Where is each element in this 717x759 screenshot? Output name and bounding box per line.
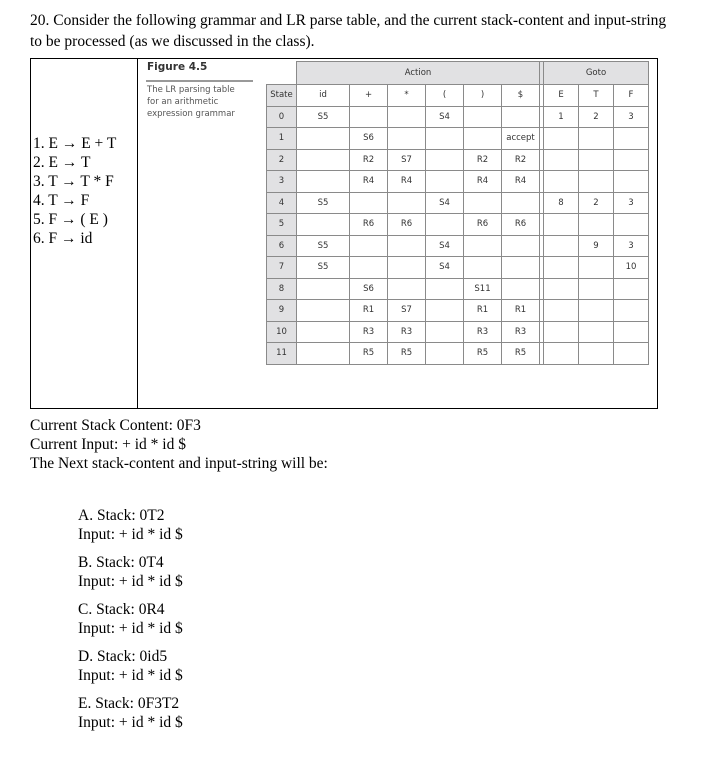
action-cell <box>426 149 464 171</box>
action-cell: S5 <box>297 257 350 279</box>
option-input: Input: + id * id $ <box>78 620 183 637</box>
action-cell <box>426 300 464 322</box>
state-cell: 2 <box>267 149 297 171</box>
goto-cell <box>614 149 649 171</box>
grammar-rule: 2. E → T <box>33 154 91 171</box>
action-cell: accept <box>502 128 540 150</box>
action-cell <box>297 128 350 150</box>
action-cell: S5 <box>297 192 350 214</box>
table-row <box>267 235 649 257</box>
goto-cell <box>544 171 579 193</box>
action-cell <box>464 106 502 128</box>
action-cell: R6 <box>388 214 426 236</box>
column-header-row <box>267 85 649 107</box>
action-cell: R2 <box>464 149 502 171</box>
table-row <box>267 149 649 171</box>
action-cell: R1 <box>350 300 388 322</box>
caption-line: The LR parsing table <box>147 85 235 95</box>
action-cell <box>426 278 464 300</box>
action-cell: S4 <box>426 106 464 128</box>
action-cell <box>297 149 350 171</box>
action-cell <box>388 235 426 257</box>
option-input: Input: + id * id $ <box>78 526 183 543</box>
option-stack: C. Stack: 0R4 <box>78 601 165 618</box>
table-row <box>267 192 649 214</box>
column-divider <box>137 59 138 408</box>
option-c[interactable] <box>78 600 183 638</box>
goto-cell <box>579 128 614 150</box>
action-cell: R3 <box>502 321 540 343</box>
table-row <box>267 300 649 322</box>
action-cell <box>297 343 350 365</box>
goto-cell <box>579 300 614 322</box>
action-cell: R4 <box>464 171 502 193</box>
goto-cell: 3 <box>614 235 649 257</box>
action-cell: R3 <box>464 321 502 343</box>
goto-cell <box>614 321 649 343</box>
col-header: ( <box>426 85 464 107</box>
goto-cell <box>544 214 579 236</box>
goto-cell <box>614 300 649 322</box>
table-row <box>267 214 649 236</box>
lr-parse-table <box>266 61 649 365</box>
goto-cell <box>544 321 579 343</box>
grammar-rule: 3. T → T * F <box>33 173 114 190</box>
option-input: Input: + id * id $ <box>78 667 183 684</box>
table-row <box>267 257 649 279</box>
action-cell: S4 <box>426 235 464 257</box>
goto-cell: 9 <box>579 235 614 257</box>
table-row <box>267 321 649 343</box>
question-text: 20. Consider the following grammar and LR parse table, and the current stack-content and input-string to be processed (as we discussed in the class). <box>30 12 667 50</box>
goto-cell <box>614 128 649 150</box>
action-cell: R6 <box>350 214 388 236</box>
state-cell: 10 <box>267 321 297 343</box>
goto-header: Goto <box>544 62 649 85</box>
action-cell <box>502 278 540 300</box>
figure-rule <box>146 80 253 82</box>
action-cell: R3 <box>388 321 426 343</box>
action-cell <box>464 257 502 279</box>
state-header: State <box>267 85 297 107</box>
grammar-rule: 6. F → id <box>33 230 93 247</box>
col-header: E <box>544 85 579 107</box>
action-cell <box>297 171 350 193</box>
col-header: F <box>614 85 649 107</box>
goto-cell <box>579 278 614 300</box>
goto-cell <box>579 149 614 171</box>
goto-cell: 10 <box>614 257 649 279</box>
action-cell <box>388 278 426 300</box>
action-cell: R4 <box>388 171 426 193</box>
state-cell: 5 <box>267 214 297 236</box>
action-cell <box>426 214 464 236</box>
col-header: $ <box>502 85 540 107</box>
action-cell: S6 <box>350 128 388 150</box>
action-cell <box>426 343 464 365</box>
option-stack: B. Stack: 0T4 <box>78 554 164 571</box>
action-cell: R5 <box>502 343 540 365</box>
grammar-rule: 1. E → E + T <box>33 135 117 152</box>
state-cell: 8 <box>267 278 297 300</box>
goto-cell <box>579 321 614 343</box>
current-state <box>30 416 328 473</box>
goto-cell <box>579 171 614 193</box>
action-cell: S11 <box>464 278 502 300</box>
goto-cell: 8 <box>544 192 579 214</box>
action-cell <box>388 128 426 150</box>
action-cell: R3 <box>350 321 388 343</box>
state-cell: 4 <box>267 192 297 214</box>
table-row <box>267 171 649 193</box>
current-stack: Current Stack Content: 0F3 <box>30 417 201 434</box>
action-cell: R6 <box>464 214 502 236</box>
action-cell: R2 <box>350 149 388 171</box>
option-a[interactable] <box>78 506 183 544</box>
action-cell <box>426 171 464 193</box>
option-b[interactable] <box>78 553 183 591</box>
goto-cell <box>579 214 614 236</box>
col-header: + <box>350 85 388 107</box>
goto-cell <box>544 235 579 257</box>
action-cell <box>350 257 388 279</box>
table-row <box>267 106 649 128</box>
action-cell <box>350 106 388 128</box>
action-cell <box>388 257 426 279</box>
caption-line: expression grammar <box>147 109 235 119</box>
action-cell <box>502 235 540 257</box>
action-cell <box>388 192 426 214</box>
action-cell: S7 <box>388 300 426 322</box>
goto-cell <box>544 278 579 300</box>
action-cell <box>297 300 350 322</box>
grammar-rules <box>33 134 116 248</box>
goto-cell <box>614 278 649 300</box>
option-d[interactable] <box>78 647 183 685</box>
goto-cell <box>544 128 579 150</box>
state-cell: 9 <box>267 300 297 322</box>
goto-cell <box>614 171 649 193</box>
goto-cell <box>614 214 649 236</box>
state-cell: 3 <box>267 171 297 193</box>
action-cell: S4 <box>426 192 464 214</box>
action-cell: R5 <box>388 343 426 365</box>
state-cell: 6 <box>267 235 297 257</box>
state-cell: 1 <box>267 128 297 150</box>
state-cell: 7 <box>267 257 297 279</box>
grammar-table-container <box>30 58 658 409</box>
goto-cell <box>614 343 649 365</box>
figure-title: Figure 4.5 <box>147 61 208 73</box>
col-header: T <box>579 85 614 107</box>
table-row <box>267 128 649 150</box>
action-cell <box>502 106 540 128</box>
grammar-rule: 5. F → ( E ) <box>33 211 108 228</box>
action-cell: R2 <box>502 149 540 171</box>
action-cell <box>350 235 388 257</box>
option-stack: A. Stack: 0T2 <box>78 507 165 524</box>
action-cell <box>426 321 464 343</box>
action-cell: R4 <box>350 171 388 193</box>
goto-cell <box>544 300 579 322</box>
table-row <box>267 278 649 300</box>
col-header: id <box>297 85 350 107</box>
action-cell: R1 <box>502 300 540 322</box>
current-input: Current Input: + id * id $ <box>30 436 186 453</box>
action-cell: R5 <box>350 343 388 365</box>
action-cell <box>388 106 426 128</box>
goto-cell: 2 <box>579 192 614 214</box>
action-cell: R5 <box>464 343 502 365</box>
action-cell <box>464 235 502 257</box>
option-stack: D. Stack: 0id5 <box>78 648 168 665</box>
action-cell: S6 <box>350 278 388 300</box>
caption-line: for an arithmetic <box>147 97 219 107</box>
option-stack: E. Stack: 0F3T2 <box>78 695 180 712</box>
goto-cell: 3 <box>614 192 649 214</box>
goto-cell <box>544 343 579 365</box>
action-cell <box>297 214 350 236</box>
action-cell <box>297 321 350 343</box>
action-cell <box>502 192 540 214</box>
table-row <box>267 343 649 365</box>
col-header: * <box>388 85 426 107</box>
action-cell: S5 <box>297 106 350 128</box>
action-cell: R1 <box>464 300 502 322</box>
action-cell <box>464 128 502 150</box>
action-cell <box>464 192 502 214</box>
state-cell: 11 <box>267 343 297 365</box>
action-cell: R4 <box>502 171 540 193</box>
action-cell: S5 <box>297 235 350 257</box>
question-prompt: The Next stack-content and input-string will be: <box>30 455 328 472</box>
goto-cell: 2 <box>579 106 614 128</box>
grammar-rule: 4. T → F <box>33 192 90 209</box>
goto-cell <box>579 343 614 365</box>
action-cell <box>297 278 350 300</box>
action-cell <box>502 257 540 279</box>
state-cell: 0 <box>267 106 297 128</box>
option-input: Input: + id * id $ <box>78 714 183 731</box>
col-header: ) <box>464 85 502 107</box>
goto-cell <box>579 257 614 279</box>
action-cell <box>426 128 464 150</box>
option-e[interactable] <box>78 694 183 732</box>
group-header-row <box>267 62 649 85</box>
action-cell: S4 <box>426 257 464 279</box>
goto-cell <box>544 257 579 279</box>
goto-cell: 1 <box>544 106 579 128</box>
action-cell: S7 <box>388 149 426 171</box>
action-header: Action <box>297 62 540 85</box>
action-cell <box>350 192 388 214</box>
answer-options <box>78 506 183 741</box>
goto-cell <box>544 149 579 171</box>
action-cell: R6 <box>502 214 540 236</box>
figure-caption <box>147 84 235 120</box>
goto-cell: 3 <box>614 106 649 128</box>
option-input: Input: + id * id $ <box>78 573 183 590</box>
